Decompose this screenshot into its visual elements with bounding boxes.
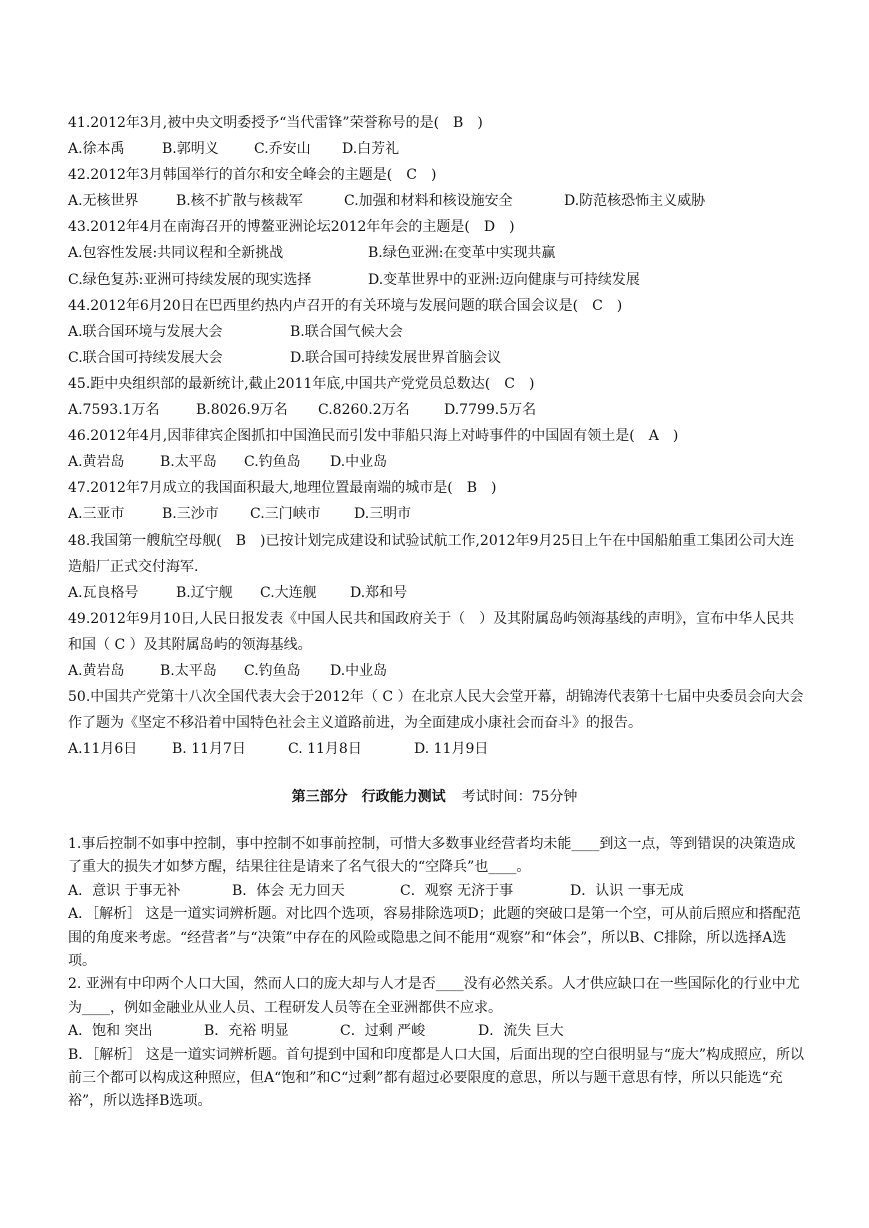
item-2-options: [68, 1020, 808, 1043]
section-heading: [0, 787, 869, 807]
section-title: 第三部分 行政能力测试: [291, 789, 446, 805]
item-2-stem: 2. 亚洲有中印两个人口大国，然而人口的庞大却与人才是否____没有必然关系。人才供应缺口在一些国际化的行业中尤为____，例如金融业从业人员、工程研发人员等在全亚洲都供不应求。: [68, 976, 800, 1016]
question-44-options-row2: [68, 345, 808, 371]
option-a: A.7593.1万名: [68, 402, 160, 419]
question-47-options: [68, 501, 808, 527]
option-b: B.太平岛: [160, 662, 217, 679]
question-50-options: [68, 736, 808, 762]
option-a: A.联合国环境与发展大会: [68, 323, 223, 340]
option-d: D.郑和号: [350, 584, 408, 601]
question-48-options: [68, 580, 808, 606]
option-c: C.乔安山: [254, 141, 311, 158]
question-49-options: [68, 658, 808, 684]
question-41-options: [68, 136, 808, 162]
option-b: B. 11月7日: [172, 741, 246, 758]
option-a: A.徐本禹: [68, 141, 125, 158]
question-43-stem: 43.2012年4月在南海召开的博鳌亚洲论坛2012年年会的主题是( D ): [68, 219, 515, 236]
question-45-stem: 45.距中央组织部的最新统计,截止2011年底,中国共产党党员总数达( C ): [68, 375, 535, 392]
part2-question-list: [68, 110, 808, 762]
option-a: A.包容性发展:共同议程和全新挑战: [68, 245, 284, 262]
question-43-options-row1: [68, 240, 808, 266]
option-c: C.钓鱼岛: [244, 662, 301, 679]
option-b: B.太平岛: [160, 454, 217, 471]
question-49-stem: 49.2012年9月10日,人民日报发表《中国人民共和国政府关于（ ）及其附属岛屿领海基线的声明》，宣布中华人民共和国（ C ）及其附属岛屿的领海基线。: [68, 610, 795, 653]
item-1-options: [68, 880, 808, 903]
option-a: A．意识 于事无补: [68, 882, 181, 899]
option-b: B.辽宁舰: [176, 584, 233, 601]
option-d: D.联合国可持续发展世界首脑会议: [290, 349, 502, 366]
question-42-options: [68, 188, 808, 214]
option-b: B．体会 无力回天: [232, 882, 345, 899]
part3-question-list: [68, 833, 808, 1114]
option-c: C．观察 无济于事: [400, 882, 514, 899]
question-45-options: [68, 397, 808, 423]
option-d: D. 11月9日: [414, 741, 489, 758]
option-d: D.三明市: [354, 506, 412, 523]
question-42-stem: 42.2012年3月韩国举行的首尔和安全峰会的主题是( C ): [68, 167, 437, 184]
question-43-options-row2: [68, 267, 808, 293]
option-a: A.无核世界: [68, 193, 139, 210]
option-a: A.11月6日: [68, 741, 138, 758]
option-c: C.加强和材料和核设施安全: [344, 193, 513, 210]
option-a: A.黄岩岛: [68, 454, 125, 471]
option-d: D.白芳礼: [342, 141, 400, 158]
item-1-stem: 1.事后控制不如事中控制，事中控制不如事前控制，可惜大多数事业经营者均未能____到这一点，等到错误的决策造成了重大的损失才如梦方醒，结果往往是请来了名气很大的“空降兵”也____。: [68, 836, 796, 876]
option-a: A.三亚市: [68, 506, 125, 523]
question-41-stem: 41.2012年3月,被中央文明委授予“当代雷锋”荣誉称号的是( B ): [68, 115, 483, 131]
option-c: C.8260.2万名: [318, 402, 410, 419]
option-d: D.7799.5万名: [444, 402, 537, 419]
option-c: C.钓鱼岛: [244, 454, 301, 471]
question-50-stem: 50.中国共产党第十八次全国代表大会于2012年（ C ）在北京人民大会堂开幕，胡锦涛代表第十七届中央委员会向大会作了题为《坚定不移沿着中国特色社会主义道路前进，为全面建成小康社会而奋斗》的报告。: [68, 689, 804, 732]
option-d: D．流失 巨大: [478, 1023, 564, 1040]
question-44-options-row1: [68, 319, 808, 345]
option-b: B．充裕 明显: [204, 1023, 289, 1040]
option-d: D.中业岛: [330, 454, 388, 471]
option-d: D.变革世界中的亚洲:迈向健康与可持续发展: [368, 271, 640, 288]
option-c: C.联合国可持续发展大会: [68, 349, 223, 366]
option-d: D.中业岛: [330, 662, 388, 679]
question-47-stem: 47.2012年7月成立的我国面积最大,地理位置最南端的城市是( B ): [68, 480, 497, 497]
option-a: A．饱和 突出: [68, 1023, 153, 1040]
option-c: C.大连舰: [260, 584, 317, 601]
exam-time: 考试时间：75分钟: [461, 789, 578, 805]
option-b: B.核不扩散与核裁军: [176, 193, 303, 210]
item-1-analysis: A．［解析］ 这是一道实词辨析题。对比四个选项，容易排除选项D；此题的突破口是第一个空，可从前后照应和搭配范围的角度来考虑。“经营者”与“决策”中存在的风险或隐患之间不能用“观察”和“体会”，所以B、C排除，所以选择A选项。: [68, 906, 801, 970]
option-c: C.绿色复苏:亚洲可持续发展的现实选择: [68, 271, 312, 288]
option-b: B.8026.9万名: [196, 402, 288, 419]
option-d: D.防范核恐怖主义威胁: [564, 193, 706, 210]
option-b: B.绿色亚洲:在变革中实现共赢: [368, 245, 556, 262]
item-2-analysis: B．［解析］ 这是一道实词辨析题。首句提到中国和印度都是人口大国，后面出现的空白很明显与“庞大”构成照应，所以前三个都可以构成这种照应，但A“饱和”和C“过剩”都有超过必要限度的意思，所以与题干意思有悖，所以只能选“充裕”，所以选择B选项。: [68, 1046, 805, 1110]
option-c: C.三门峡市: [250, 506, 321, 523]
question-44-stem: 44.2012年6月20日在巴西里约热内卢召开的有关环境与发展问题的联合国会议是( C ): [68, 297, 623, 314]
option-c: C．过剩 严峻: [340, 1023, 426, 1040]
question-46-options: [68, 449, 808, 475]
option-b: B.三沙市: [162, 506, 219, 523]
question-46-stem: 46.2012年4月,因菲律宾企图抓扣中国渔民而引发中菲船只海上对峙事件的中国固有领土是( A ): [68, 428, 679, 445]
option-d: D．认识 一事无成: [570, 882, 684, 899]
option-a: A.黄岩岛: [68, 662, 125, 679]
option-c: C. 11月8日: [288, 741, 362, 758]
option-a: A.瓦良格号: [68, 584, 139, 601]
question-48-stem: 48.我国第一艘航空母舰( B )已按计划完成建设和试验试航工作,2012年9月25日上午在中国船舶重工集团公司大连造船厂正式交付海军.: [68, 532, 795, 575]
option-b: B.郭明义: [162, 141, 219, 158]
option-b: B.联合国气候大会: [290, 323, 403, 340]
